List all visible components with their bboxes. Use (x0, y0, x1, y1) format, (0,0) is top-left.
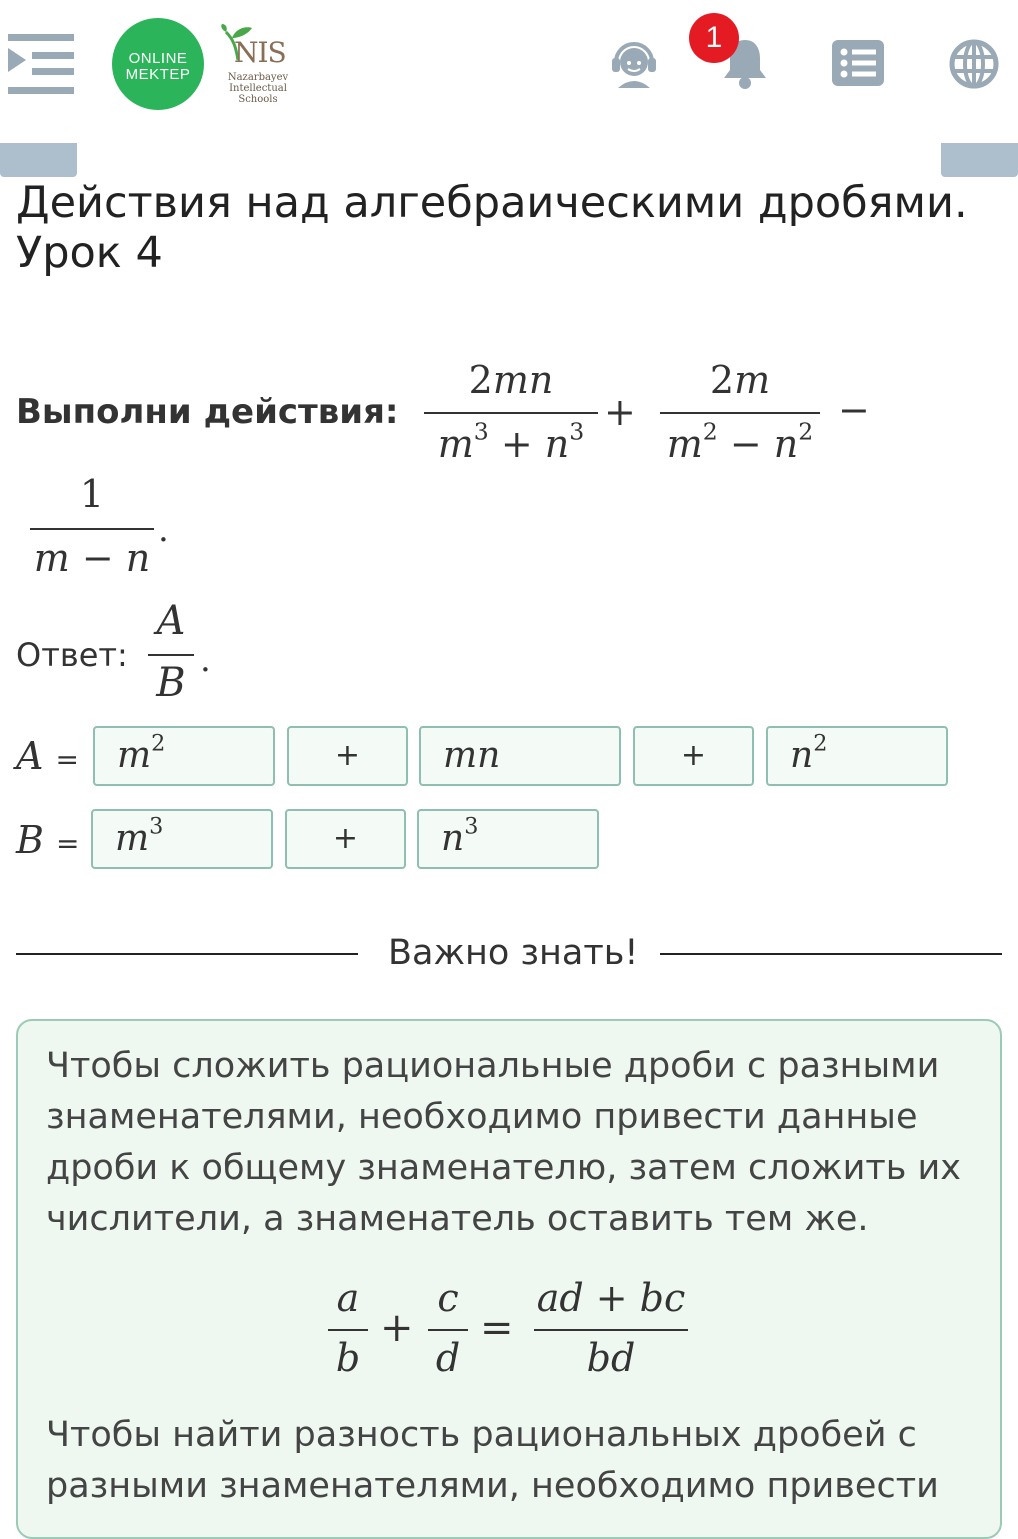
formula-fraction-result (534, 1273, 688, 1385)
logo-text-line1: ONLINE (128, 50, 188, 67)
formula-plus: + (380, 1305, 414, 1351)
formula-fraction-c-d (428, 1273, 468, 1385)
formula-b: b (335, 1336, 361, 1380)
nis-logo (212, 20, 302, 112)
info-paragraph-1: Чтобы сложить рациональные дроби с разными знаменателями, необходимо привести данные дроби к общему знаменателю, затем сложить их числители, а знаменатель оставить тем же. (46, 1046, 961, 1239)
formula-equals: = (480, 1305, 514, 1351)
fraction-1-bar (424, 412, 598, 414)
divider-right (660, 953, 1002, 955)
answer-b-box-1[interactable]: $m^3$ (91, 809, 273, 869)
answer-fraction (148, 596, 194, 712)
row-a-label: A = (16, 734, 80, 778)
lesson-title-line2: Урок 4 (16, 228, 163, 278)
answer-fraction-denominator: B (156, 660, 186, 706)
task-end-dot: . (158, 510, 169, 550)
logo-text-line2: MEKTEP (125, 66, 191, 83)
answer-fraction-bar (148, 654, 194, 656)
fraction-1-numerator: 2mn (468, 358, 554, 402)
answer-b-box-2[interactable]: + (285, 809, 406, 869)
nis-logo-text: NIS (234, 36, 286, 69)
answer-a-box-4[interactable]: + (633, 726, 754, 786)
answer-label: Ответ: (16, 636, 128, 674)
fraction-3-denominator: m − n (33, 536, 151, 580)
info-paragraph-2: Чтобы найти разность рациональных дробей с разными знаменателями, необходимо привести (46, 1415, 939, 1506)
formula-fraction-a-b (328, 1273, 368, 1385)
formula-c: c (437, 1276, 459, 1320)
fraction-2-numerator: 2m (709, 358, 771, 402)
answer-end-dot: . (200, 640, 211, 680)
nis-sub-line2: Intellectual (229, 83, 287, 94)
fraction-3-numerator: 1 (79, 472, 105, 516)
online-mektep-logo[interactable] (112, 18, 204, 110)
formula-result-denominator: bd (586, 1336, 636, 1380)
prev-tab-handle[interactable] (0, 143, 77, 177)
answer-a-box-5[interactable]: $n^2$ (766, 726, 948, 786)
support-icon[interactable] (608, 38, 660, 90)
answer-fraction-numerator: A (156, 598, 186, 644)
nis-sub-line3: Schools (238, 94, 278, 105)
lesson-title-line1: Действия над алгебраическими дробями. (16, 178, 968, 228)
nis-sub-line1: Nazarbayev (227, 72, 289, 83)
fraction-3-bar (30, 528, 154, 530)
notification-count-badge[interactable]: 1 (689, 13, 739, 63)
formula-bar-1 (328, 1329, 368, 1331)
top-header (0, 0, 1018, 140)
nis-logo-subtitle (214, 72, 302, 105)
lesson-title (16, 178, 1006, 278)
answer-a-box-2[interactable]: + (287, 726, 408, 786)
globe-icon[interactable] (948, 38, 1000, 90)
menu-collapse-icon[interactable] (8, 34, 74, 94)
important-label: Важно знать! (388, 933, 639, 973)
answer-a-box-3[interactable]: mn (419, 726, 621, 786)
formula-a: a (336, 1276, 360, 1320)
fraction-1 (424, 356, 598, 472)
formula-bar-3 (534, 1329, 688, 1331)
formula-result-numerator: ad + bc (536, 1276, 686, 1320)
important-info-box (16, 1019, 1002, 1539)
list-icon[interactable] (832, 40, 884, 86)
formula-bar-2 (428, 1329, 468, 1331)
fraction-1-denominator: $m^3 + n^3$ (437, 417, 585, 466)
fraction-3 (30, 470, 154, 586)
task-label: Выполни действия: (16, 392, 399, 432)
fraction-2 (660, 356, 820, 472)
answer-b-box-3[interactable]: $n^3$ (417, 809, 599, 869)
row-b-label: B = (16, 818, 80, 862)
formula-d: d (435, 1336, 461, 1380)
operator-minus: − (838, 388, 870, 432)
operator-plus: + (604, 390, 636, 434)
next-tab-handle[interactable] (941, 143, 1018, 177)
divider-left (16, 953, 358, 955)
fraction-2-denominator: $m^2 - n^2$ (666, 417, 814, 466)
answer-a-box-1[interactable]: $m^2$ (93, 726, 275, 786)
fraction-2-bar (660, 412, 820, 414)
